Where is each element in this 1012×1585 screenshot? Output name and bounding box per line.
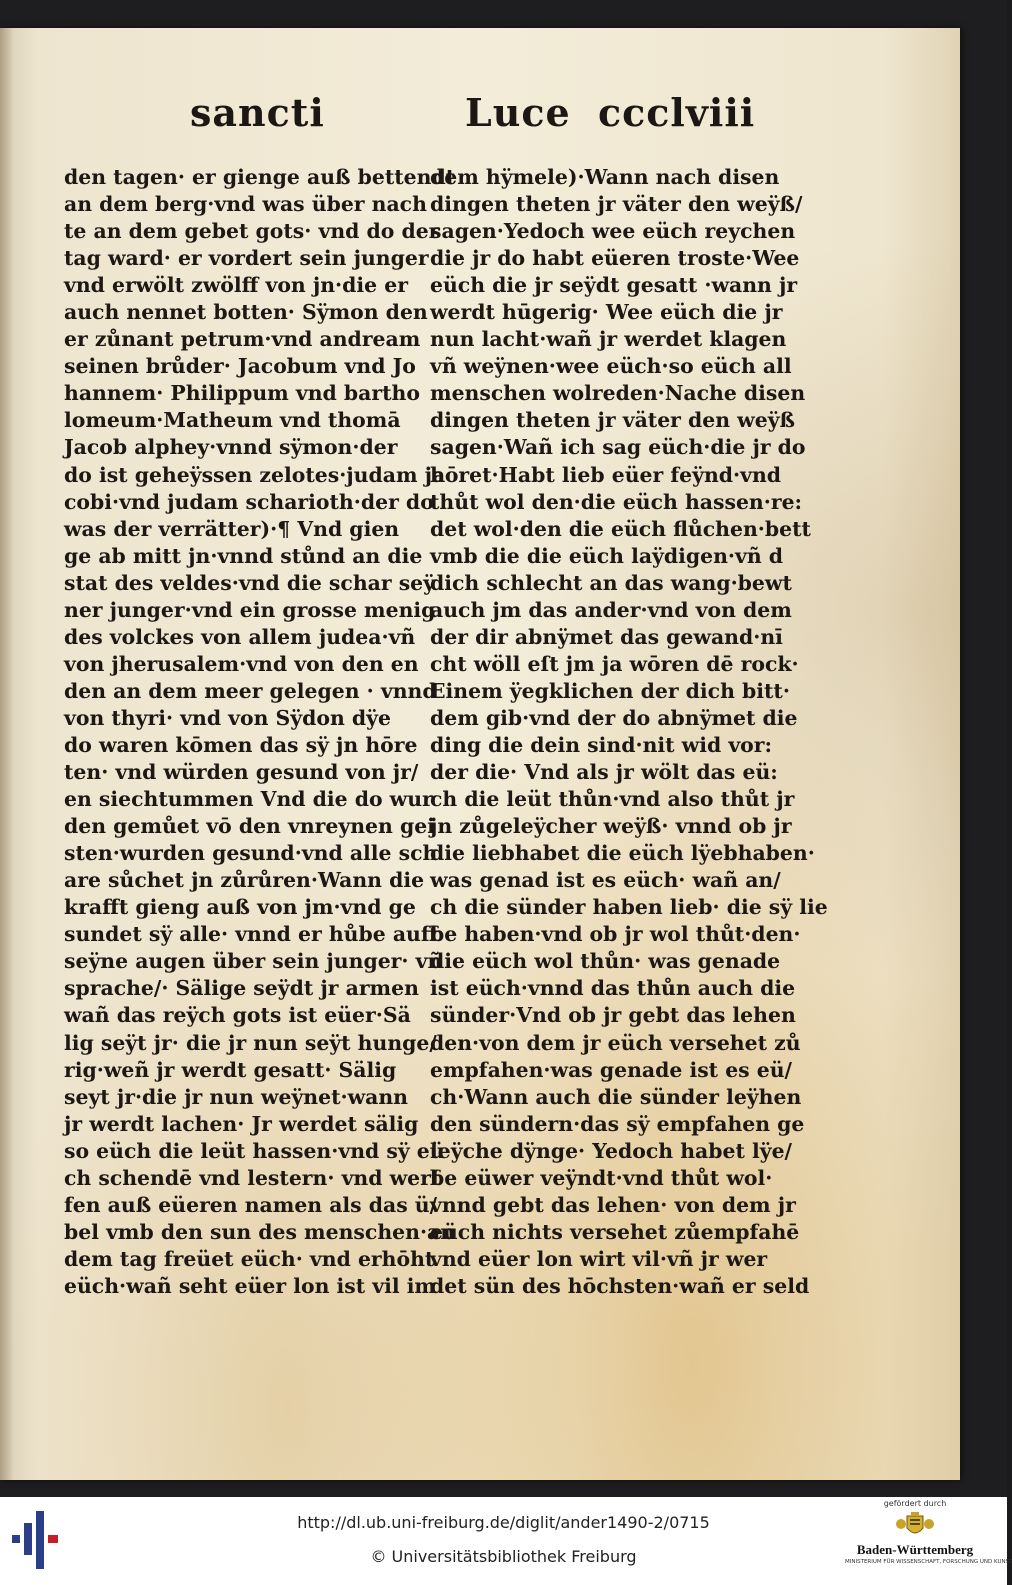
text-line: er zůnant petrum·vnd andream [64, 327, 421, 352]
page-header [0, 90, 960, 140]
text-line: sünder·Vnd ob jr gebt das lehen [430, 1003, 796, 1028]
text-line: nun lacht·wañ jr werdet klagen [430, 327, 787, 352]
text-line: eüch nichts versehet zůempfahē [430, 1219, 800, 1244]
text-line: rig·weñ jr werdt gesatt· Sälig [64, 1057, 397, 1082]
text-line: ch die sünder haben lieb· die sÿ lie [430, 895, 828, 920]
sponsor-label: gefördert durch [883, 1499, 947, 1508]
text-line: seyt jr·die jr nun weÿnet·wann [64, 1084, 409, 1109]
text-line: ten· vnd würden gesund von jr/ [64, 760, 419, 785]
text-line: cht wöll eſt jm ja wōren dē rock· [430, 651, 799, 676]
text-line: en siechtummen Vnd die do wur [64, 787, 433, 812]
text-line: sten·wurden gesund·vnd alle sch [64, 841, 438, 866]
sponsor-name: Baden-Württemberg [856, 1542, 974, 1557]
text-line: te an dem gebet gots· vnd do der [64, 219, 440, 244]
running-head-left: sancti [190, 90, 325, 135]
text-line: den gemůet vō den vnreynen gei [64, 814, 435, 839]
text-line: fen auß eüeren namen als das ü/ [64, 1192, 438, 1217]
text-line: ch schendē vnd lestern· vnd werf [64, 1165, 440, 1190]
text-line: was der verrätter)·¶ Vnd gien [64, 516, 400, 541]
text-line: lig seÿt jr· die jr nun seÿt hunge/ [64, 1030, 437, 1055]
text-line: ner junger·vnd ein grosse menig [64, 597, 436, 622]
text-line: dem hÿmele)·Wann nach disen [430, 165, 780, 189]
text-line: den tagen· er gienge auß bettendt [64, 165, 456, 189]
text-line: auch nennet botten· Sÿmon den [64, 300, 428, 325]
copyright-text: © Universitätsbibliothek Freiburg [370, 1547, 637, 1566]
text-line: vmb die die eüch laÿdigen·vñ d [430, 543, 784, 568]
text-line: sagen·Wañ ich sag eüch·die jr do [430, 435, 806, 460]
text-line: auch jm das ander·vnd von dem [430, 597, 792, 622]
text-column-right [430, 164, 828, 1300]
text-line: vñ weÿnen·wee eüch·so eüch all [430, 354, 792, 379]
text-line: krafft gieng auß von jm·vnd ge [64, 895, 416, 920]
text-line: ch·Wann auch die sünder leÿhen [430, 1084, 802, 1109]
text-line: was genad ist es eüch· wañ an/ [430, 868, 781, 893]
sponsor-subtitle: MINISTERIUM FÜR WISSENSCHAFT, FORSCHUNG UND KUNST [845, 1559, 1012, 1565]
text-column-left [64, 164, 456, 1300]
text-line: sprache/· Sälige seÿdt jr armen [64, 976, 419, 1001]
text-line: eüch die jr seÿdt gesatt ·wann jr [430, 273, 798, 298]
text-line: die liebhabet die eüch lÿebhaben· [430, 841, 815, 866]
text-line: dem gib·vnd der do abnÿmet die [430, 705, 798, 730]
viewer-footer [0, 1497, 1012, 1585]
permalink-url[interactable]: http://dl.ub.uni-freiburg.de/diglit/ander1490-2/0715 [297, 1513, 710, 1532]
text-line: sundet sÿ alle· vnnd er hůbe auff [64, 922, 438, 947]
text-line: dich schlecht an das wang·bewt [430, 570, 792, 595]
text-line: vnd eüer lon wirt vil·vñ jr wer [430, 1246, 768, 1271]
text-line: be eüwer veÿndt·vnd thůt wol· [430, 1165, 773, 1190]
text-line: an dem berg·vnd was über nach [64, 192, 427, 217]
text-line: der dir abnÿmet das gewand·nī [430, 624, 783, 649]
text-line: jr werdt lachen· Jr werdet sälig [64, 1111, 419, 1136]
text-line: leÿche dÿnge· Yedoch habet lÿe/ [430, 1138, 792, 1163]
text-line: seinen brůder· Jacobum vnd Jo [64, 354, 416, 379]
text-line: den an dem meer gelegen · vnnd [64, 678, 437, 703]
text-line: dingen theten jr väter den weÿß/ [430, 192, 803, 217]
text-line: dingen theten jr väter den weÿß [430, 408, 796, 433]
text-line: den sündern·das sÿ empfahen ge [430, 1111, 805, 1136]
text-line: dem tag freüet eüch· vnd erhōht [64, 1246, 435, 1271]
text-line: menschen wolreden·Nache disen [430, 381, 806, 406]
text-line: werdt hūgerig· Wee eüch die jr [430, 300, 783, 325]
text-line: ge ab mitt jn·vnnd stůnd an die [64, 543, 423, 568]
text-line: tag ward· er vordert sein junger [64, 246, 429, 271]
text-line: des volckes von allem judea·vñ [64, 624, 416, 649]
running-head-center: Luce [465, 90, 571, 135]
text-line: do ist geheÿssen zelotes·judam ja [64, 462, 446, 487]
text-line: so eüch die leüt hassen·vnd sÿ eü [64, 1138, 445, 1163]
text-line: ding die dein sind·nit wid vor: [430, 732, 773, 757]
coat-of-arms-icon [893, 1512, 937, 1540]
text-line: die eüch wol thůn· was genade [430, 949, 781, 974]
text-line: bel vmb den sun des menschen·an [64, 1219, 456, 1244]
text-line: ch die leüt thůn·vnd also thůt jr [430, 787, 795, 812]
text-line: sagen·Yedoch wee eüch reychen [430, 219, 796, 244]
text-line: die jr do habt eüeren troste·Wee [430, 246, 800, 271]
text-line: det sün des hōchsten·wañ er seld [430, 1273, 810, 1298]
text-line: vnd erwölt zwölff von jn·die er [64, 273, 408, 298]
text-line: do waren kōmen das sÿ jn hōre [64, 732, 418, 757]
text-line: vnnd gebt das lehen· von dem jr [430, 1192, 796, 1217]
text-line: det wol·den die eüch flůchen·bett [430, 516, 811, 541]
text-line: stat des veldes·vnd die schar seÿ [64, 570, 435, 595]
text-line: be haben·vnd ob jr wol thůt·den· [430, 922, 801, 947]
text-line: seÿne augen über sein junger· vñ [64, 949, 443, 974]
text-line: von jherusalem·vnd von den en [64, 651, 419, 676]
text-line: eüch·wañ seht eüer lon ist vil im [64, 1273, 437, 1298]
sponsor-block [845, 1499, 1012, 1565]
text-line: wañ das reÿch gots ist eüer·Sä [64, 1003, 411, 1028]
text-line: thůt wol den·die eüch hassen·re: [430, 489, 803, 514]
folio-number: ccclviii [598, 90, 756, 135]
text-line: lomeum·Matheum vnd thomā [64, 408, 401, 433]
text-line: empfahen·was genade ist es eü/ [430, 1057, 792, 1082]
text-line: der die· Vnd als jr wölt das eü: [430, 760, 778, 785]
text-line: cobi·vnd judam scharioth·der do [64, 489, 434, 514]
book-page [0, 28, 960, 1480]
text-line: hannem· Philippum vnd bartho [64, 381, 420, 406]
text-line: ist eüch·vnnd das thůn auch die [430, 976, 796, 1001]
text-line: jn zůgeleÿcher weÿß· vnnd ob jr [430, 814, 792, 839]
text-line: are sůchet jn zůrůren·Wann die [64, 868, 425, 893]
spine-shadow [0, 28, 14, 1480]
text-line: hōret·Habt lieb eüer feÿnd·vnd [430, 462, 782, 487]
text-line: Jacob alphey·vnnd sÿmon·der [64, 435, 398, 460]
text-line: den·von dem jr eüch versehet zů [430, 1030, 801, 1055]
text-line: von thyri· vnd von Sÿdon dÿe [64, 705, 391, 730]
text-line: Einem ÿegklichen der dich bitt· [430, 678, 790, 703]
